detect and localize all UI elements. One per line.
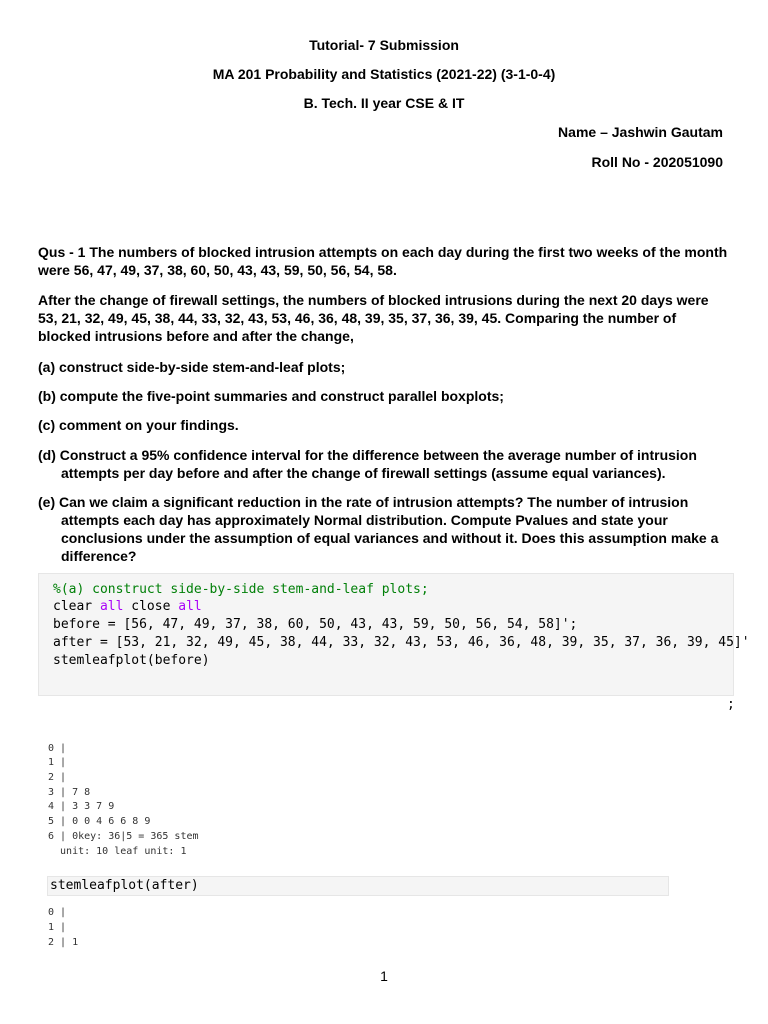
code-text: clear — [53, 599, 100, 614]
program-title: B. Tech. II year CSE & IT — [303, 95, 465, 111]
code-keyword: all — [99, 599, 124, 614]
output-line: 3 | 7 8 — [48, 787, 91, 798]
code-keyword: all — [178, 599, 202, 614]
question-intro: Qus - 1 The numbers of blocked intrusion attempts on each day during the first two weeks of the month were 56, 47, 49, 37, 38, 60, 50, 43, 43, 59, 50, 56, 54, 58. — [38, 244, 728, 278]
code-overflow: ; — [727, 697, 735, 712]
output-line: 0 | — [48, 743, 67, 754]
student-name: Name – Jashwin Gautam — [558, 124, 723, 140]
code-block — [38, 573, 750, 696]
output-line: 0 | — [48, 907, 67, 918]
output-line: unit: 10 leaf unit: 1 — [48, 846, 187, 857]
code-line-clear — [53, 599, 202, 614]
question-after: After the change of firewall settings, the numbers of blocked intrusions during the next 20 days were 53, 21, 32, 49, 45, 38, 44, 33, 32, 43, 53, 46, 36, 48, 39, 35, 37, 36, 39, 45. Comparing the number of blocked intrusions before and after the change, — [38, 292, 709, 344]
output-line: 2 | — [48, 772, 67, 783]
output-line: 2 | 1 — [48, 937, 79, 948]
question-item-a: (a) construct side-by-side stem-and-leaf plots; — [38, 359, 346, 375]
code-line-before: before = [56, 47, 49, 37, 38, 60, 50, 43, 43, 59, 50, 56, 54, 58]'; — [53, 617, 578, 632]
output-line: 4 | 3 3 7 9 — [48, 801, 115, 812]
roll-number: Roll No - 202051090 — [591, 154, 723, 170]
question-item-c: (c) comment on your findings. — [38, 417, 239, 433]
question-item-d: (d) Construct a 95% confidence interval for the difference between the average number of intrusion attempts per day before and after the change of firewall settings (assume equal variances). — [38, 447, 697, 481]
question-item-b: (b) compute the five-point summaries and construct parallel boxplots; — [38, 388, 504, 404]
question-item-e: (e) Can we claim a significant reduction in the rate of intrusion attempts? The number of intrusion attempts each day has approximately Normal distribution. Compute Pvalues and state your conclusions under the assumption of equal variances and without it. Does this assumption make a difference? — [38, 494, 719, 564]
output-line: 1 | — [48, 757, 67, 768]
code-line-after: after = [53, 21, 32, 49, 45, 38, 44, 33, 32, 43, 53, 46, 36, 48, 39, 35, 37, 36, 39, 45]' — [53, 635, 750, 650]
code-comment: %(a) construct side-by-side stem-and-leaf plots; — [53, 582, 429, 597]
course-title: MA 201 Probability and Statistics (2021-22) (3-1-0-4) — [212, 66, 556, 82]
output-line: 1 | — [48, 922, 67, 933]
output-line: 6 | 0key: 36|5 = 365 stem — [48, 831, 199, 842]
code-block-after — [47, 876, 669, 896]
doc-title: Tutorial- 7 Submission — [309, 37, 459, 53]
output-line: 5 | 0 0 4 6 6 8 9 — [48, 816, 151, 827]
code-line-call-after: stemleafplot(after) — [50, 878, 199, 893]
code-text: close — [123, 599, 179, 614]
code-line-call: stemleafplot(before) — [53, 653, 210, 668]
page-number: 1 — [380, 968, 388, 984]
